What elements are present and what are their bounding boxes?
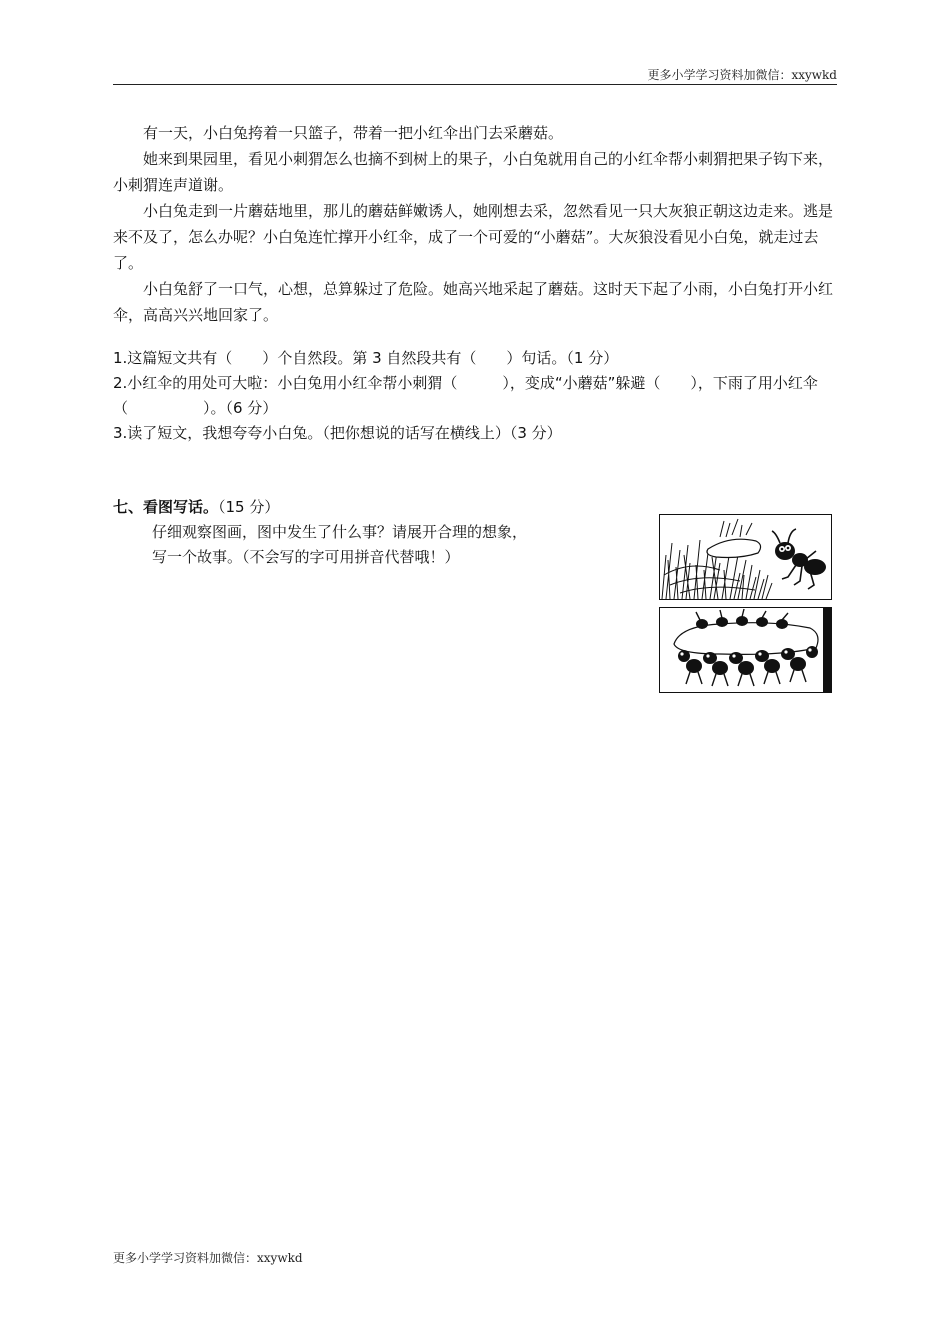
question-list <box>113 346 837 446</box>
section-7-heading: 七、看图写话。 <box>113 498 219 516</box>
instruction-line-1: 仔细观察图画，图中发生了什么事？请展开合理的想象， <box>152 523 528 541</box>
story-paragraph-1: 有一天，小白兔挎着一只篮子，带着一把小红伞出门去采蘑菇。 <box>143 124 564 142</box>
question-3: 3.读了短文，我想夸夸小白兔。（把你想说的话写在横线上）（3 分） <box>113 424 562 442</box>
section-7-score: （15 分） <box>218 498 280 516</box>
story-passage <box>113 120 837 328</box>
question-1: 1.这篇短文共有（ ）个自然段。第 3 自然段共有（ ）句话。（1 分） <box>113 349 619 367</box>
picture-ant-finds-food <box>659 514 832 600</box>
question-2: 2.小红伞的用处可大啦：小白兔用小红伞帮小刺猬（ ），变成“小蘑菇”躲避（ ），下雨了用小红伞（ ）。（6 分） <box>113 374 818 417</box>
header-text: 更多小学学习资料加微信：xxywkd <box>647 68 837 82</box>
instruction-line-2: 写一个故事。（不会写的字可用拼音代替哦！） <box>152 548 460 566</box>
story-paragraph-3: 小白兔走到一片蘑菇地里，那儿的蘑菇鲜嫩诱人，她刚想去采，忽然看见一只大灰狼正朝这边走来。逃是来不及了，怎么办呢？小白兔连忙撑开小红伞，成了一个可爱的“小蘑菇”。大灰狼没看见小白兔，就走过去了。 <box>113 202 834 272</box>
header-rule <box>113 84 837 85</box>
section-7-title <box>113 496 279 517</box>
footer-text: 更多小学学习资料加微信：xxywkd <box>113 1251 303 1265</box>
section-7-instructions <box>152 520 642 570</box>
story-paragraph-4: 小白兔舒了一口气，心想，总算躲过了危险。她高兴地采起了蘑菇。这时天下起了小雨，小白兔打开小红伞，高高兴兴地回家了。 <box>113 280 834 324</box>
story-paragraph-2: 她来到果园里，看见小刺猬怎么也摘不到树上的果子，小白兔就用自己的小红伞帮小刺猬把果子钩下来，小刺猬连声道谢。 <box>113 150 834 194</box>
picture-ants-carry-food <box>659 607 832 693</box>
